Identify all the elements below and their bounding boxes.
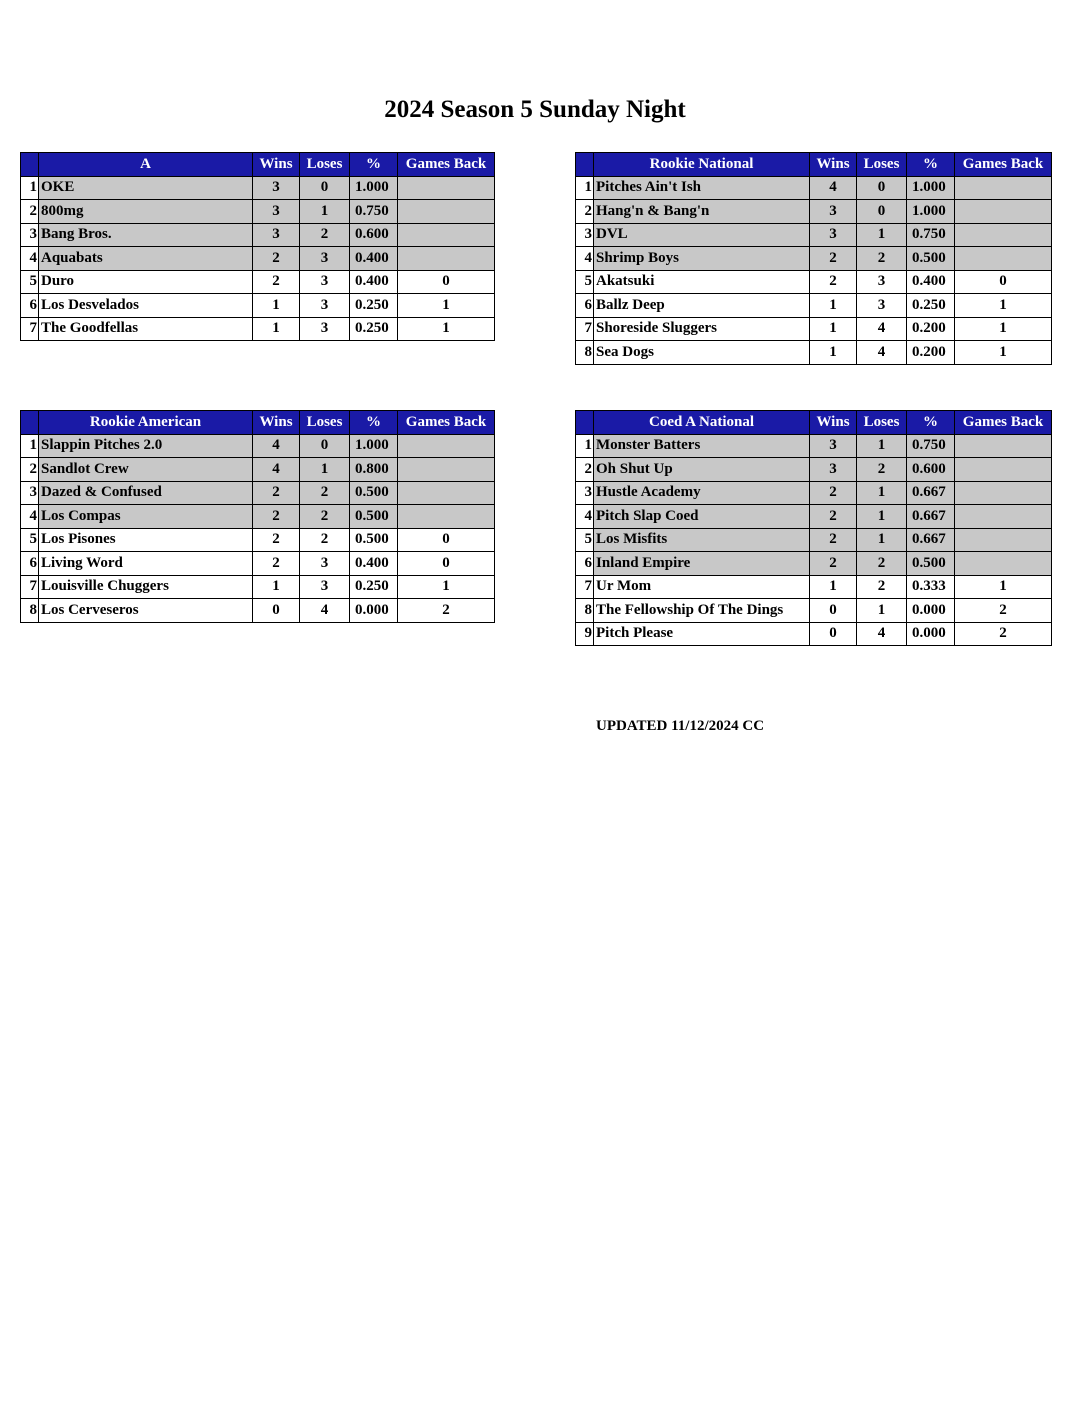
rank-cell: 2 (21, 458, 39, 482)
pct-cell: 0.400 (907, 270, 955, 294)
team-name-cell: Los Compas (39, 505, 253, 529)
pct-cell: 0.667 (907, 481, 955, 505)
rank-cell: 9 (576, 622, 594, 646)
rank-cell: 5 (21, 528, 39, 552)
rank-cell: 4 (576, 247, 594, 271)
pct-header: % (350, 153, 398, 177)
pct-cell: 0.400 (350, 552, 398, 576)
team-name-cell: Living Word (39, 552, 253, 576)
rank-cell: 7 (21, 317, 39, 341)
loses-cell: 2 (300, 481, 350, 505)
table-row (576, 176, 1052, 200)
games-back-cell (398, 481, 495, 505)
page-title: 2024 Season 5 Sunday Night (384, 96, 686, 123)
team-name-cell: Shrimp Boys (594, 247, 810, 271)
games-back-cell (955, 458, 1052, 482)
rank-cell: 5 (21, 270, 39, 294)
rank-cell: 8 (576, 599, 594, 623)
rank-cell: 1 (21, 176, 39, 200)
games-back-cell (398, 223, 495, 247)
wins-header: Wins (253, 153, 300, 177)
rank-cell: 2 (21, 200, 39, 224)
loses-cell: 1 (857, 599, 907, 623)
wins-cell: 2 (253, 552, 300, 576)
loses-cell: 1 (857, 481, 907, 505)
team-name-cell: Hang'n & Bang'n (594, 200, 810, 224)
rank-cell: 4 (21, 505, 39, 529)
header-row (21, 153, 495, 177)
table-row (576, 505, 1052, 529)
wins-cell: 3 (810, 200, 857, 224)
pct-cell: 0.750 (350, 200, 398, 224)
team-name-cell: Pitches Ain't Ish (594, 176, 810, 200)
pct-cell: 0.250 (907, 294, 955, 318)
rank-cell: 3 (576, 481, 594, 505)
header-row (21, 411, 495, 435)
pct-cell: 0.200 (907, 341, 955, 365)
team-name-cell: Los Desvelados (39, 294, 253, 318)
rank-cell: 6 (576, 294, 594, 318)
pct-cell: 0.333 (907, 575, 955, 599)
wins-cell: 2 (810, 528, 857, 552)
standings-table-rookie-american (20, 410, 495, 623)
games-back-cell: 1 (955, 341, 1052, 365)
standings-table-rookie-national (575, 152, 1052, 365)
games-back-cell: 2 (955, 599, 1052, 623)
pct-cell: 0.500 (350, 481, 398, 505)
loses-cell: 2 (857, 575, 907, 599)
games-back-header: Games Back (955, 153, 1052, 177)
wins-cell: 2 (810, 270, 857, 294)
rank-cell: 3 (21, 223, 39, 247)
team-name-cell: Pitch Please (594, 622, 810, 646)
loses-cell: 0 (300, 434, 350, 458)
table-row (576, 200, 1052, 224)
pct-cell: 0.000 (907, 622, 955, 646)
team-name-cell: OKE (39, 176, 253, 200)
games-back-cell (955, 481, 1052, 505)
loses-cell: 2 (857, 552, 907, 576)
table-row (576, 622, 1052, 646)
wins-cell: 1 (253, 317, 300, 341)
games-back-cell (398, 200, 495, 224)
table-row (576, 575, 1052, 599)
rank-cell: 7 (21, 575, 39, 599)
games-back-cell (955, 505, 1052, 529)
games-back-cell (955, 176, 1052, 200)
wins-header: Wins (810, 411, 857, 435)
pct-cell: 0.250 (350, 317, 398, 341)
wins-cell: 1 (810, 575, 857, 599)
pct-cell: 0.667 (907, 528, 955, 552)
loses-cell: 0 (300, 176, 350, 200)
loses-cell: 3 (300, 247, 350, 271)
pct-cell: 0.250 (350, 575, 398, 599)
team-name-cell: Shoreside Sluggers (594, 317, 810, 341)
loses-cell: 3 (857, 294, 907, 318)
wins-cell: 1 (253, 575, 300, 599)
pct-cell: 0.400 (350, 247, 398, 271)
team-name-cell: Ballz Deep (594, 294, 810, 318)
standings-table-a (20, 152, 495, 341)
loses-cell: 2 (300, 505, 350, 529)
games-back-cell (955, 223, 1052, 247)
division-header: Coed A National (594, 411, 810, 435)
loses-cell: 1 (857, 434, 907, 458)
team-name-cell: Dazed & Confused (39, 481, 253, 505)
team-name-cell: Inland Empire (594, 552, 810, 576)
table-row (576, 599, 1052, 623)
division-header: A (39, 153, 253, 177)
table-row (576, 528, 1052, 552)
table-row (21, 528, 495, 552)
team-name-cell: Akatsuki (594, 270, 810, 294)
division-header: Rookie National (594, 153, 810, 177)
rank-cell: 7 (576, 317, 594, 341)
division-header: Rookie American (39, 411, 253, 435)
pct-cell: 1.000 (907, 176, 955, 200)
rank-cell: 5 (576, 528, 594, 552)
loses-cell: 1 (300, 458, 350, 482)
games-back-header: Games Back (398, 153, 495, 177)
loses-cell: 4 (857, 622, 907, 646)
pct-cell: 0.400 (350, 270, 398, 294)
wins-cell: 0 (810, 599, 857, 623)
table-row (21, 317, 495, 341)
rank-cell: 3 (21, 481, 39, 505)
table-row (576, 247, 1052, 271)
table-row (576, 341, 1052, 365)
rank-cell: 7 (576, 575, 594, 599)
loses-header: Loses (857, 411, 907, 435)
table-row (576, 270, 1052, 294)
rank-cell: 6 (21, 294, 39, 318)
pct-header: % (907, 411, 955, 435)
rank-cell: 2 (576, 458, 594, 482)
table-row (21, 481, 495, 505)
wins-cell: 1 (810, 317, 857, 341)
rank-header (21, 153, 39, 177)
loses-cell: 2 (857, 458, 907, 482)
wins-cell: 2 (253, 528, 300, 552)
rank-cell: 3 (576, 223, 594, 247)
rank-header (21, 411, 39, 435)
loses-cell: 1 (300, 200, 350, 224)
table-row (21, 575, 495, 599)
wins-cell: 2 (253, 481, 300, 505)
wins-cell: 2 (810, 247, 857, 271)
games-back-cell: 0 (955, 270, 1052, 294)
games-back-cell: 2 (955, 622, 1052, 646)
pct-cell: 0.800 (350, 458, 398, 482)
updated-note: UPDATED 11/12/2024 CC (596, 718, 765, 734)
pct-header: % (907, 153, 955, 177)
team-name-cell: Los Pisones (39, 528, 253, 552)
games-back-cell (398, 176, 495, 200)
loses-cell: 3 (300, 294, 350, 318)
team-name-cell: Monster Batters (594, 434, 810, 458)
loses-cell: 3 (300, 317, 350, 341)
table-row (21, 434, 495, 458)
table-row (576, 458, 1052, 482)
games-back-cell: 1 (398, 575, 495, 599)
table-row (576, 552, 1052, 576)
team-name-cell: DVL (594, 223, 810, 247)
loses-cell: 4 (857, 341, 907, 365)
table-row (21, 505, 495, 529)
table-row (576, 223, 1052, 247)
rank-header (576, 153, 594, 177)
rank-cell: 4 (21, 247, 39, 271)
team-name-cell: Pitch Slap Coed (594, 505, 810, 529)
loses-cell: 1 (857, 528, 907, 552)
loses-cell: 3 (300, 270, 350, 294)
wins-cell: 2 (253, 505, 300, 529)
rank-cell: 8 (21, 599, 39, 623)
table-row (21, 247, 495, 271)
loses-header: Loses (300, 411, 350, 435)
games-back-cell: 1 (955, 294, 1052, 318)
rank-header (576, 411, 594, 435)
team-name-cell: Ur Mom (594, 575, 810, 599)
wins-cell: 0 (253, 599, 300, 623)
games-back-cell: 0 (398, 270, 495, 294)
team-name-cell: Sandlot Crew (39, 458, 253, 482)
wins-cell: 0 (810, 622, 857, 646)
wins-cell: 2 (810, 552, 857, 576)
games-back-cell (398, 505, 495, 529)
games-back-cell (955, 434, 1052, 458)
loses-cell: 1 (857, 505, 907, 529)
wins-cell: 3 (253, 176, 300, 200)
games-back-cell (955, 200, 1052, 224)
team-name-cell: Aquabats (39, 247, 253, 271)
wins-cell: 1 (253, 294, 300, 318)
rank-cell: 6 (576, 552, 594, 576)
loses-cell: 0 (857, 176, 907, 200)
wins-cell: 3 (253, 200, 300, 224)
table-row (21, 552, 495, 576)
games-back-cell: 1 (955, 317, 1052, 341)
loses-cell: 2 (300, 528, 350, 552)
wins-header: Wins (253, 411, 300, 435)
table-row (576, 434, 1052, 458)
loses-cell: 0 (857, 200, 907, 224)
loses-cell: 3 (300, 575, 350, 599)
table-row (21, 200, 495, 224)
games-back-cell: 2 (398, 599, 495, 623)
team-name-cell: Louisville Chuggers (39, 575, 253, 599)
pct-cell: 0.667 (907, 505, 955, 529)
loses-cell: 2 (857, 247, 907, 271)
wins-cell: 2 (810, 505, 857, 529)
team-name-cell: Sea Dogs (594, 341, 810, 365)
pct-cell: 0.500 (350, 528, 398, 552)
rank-cell: 1 (576, 434, 594, 458)
table-row (21, 458, 495, 482)
games-back-header: Games Back (955, 411, 1052, 435)
pct-cell: 1.000 (907, 200, 955, 224)
table-row (576, 317, 1052, 341)
loses-header: Loses (857, 153, 907, 177)
team-name-cell: Slappin Pitches 2.0 (39, 434, 253, 458)
team-name-cell: Los Misfits (594, 528, 810, 552)
games-back-cell (955, 552, 1052, 576)
pct-cell: 0.500 (350, 505, 398, 529)
games-back-cell (955, 528, 1052, 552)
games-back-cell (398, 247, 495, 271)
team-name-cell: Oh Shut Up (594, 458, 810, 482)
pct-cell: 0.750 (907, 223, 955, 247)
wins-cell: 3 (810, 223, 857, 247)
pct-cell: 0.000 (350, 599, 398, 623)
games-back-header: Games Back (398, 411, 495, 435)
pct-cell: 0.250 (350, 294, 398, 318)
wins-cell: 2 (810, 481, 857, 505)
table-row (21, 176, 495, 200)
wins-cell: 2 (253, 247, 300, 271)
wins-cell: 1 (810, 341, 857, 365)
header-row (576, 153, 1052, 177)
rank-cell: 1 (21, 434, 39, 458)
wins-cell: 3 (253, 223, 300, 247)
table-row (21, 223, 495, 247)
team-name-cell: The Fellowship Of The Dings (594, 599, 810, 623)
table-row (21, 270, 495, 294)
loses-cell: 3 (300, 552, 350, 576)
pct-cell: 0.750 (907, 434, 955, 458)
rank-cell: 2 (576, 200, 594, 224)
pct-cell: 0.600 (350, 223, 398, 247)
loses-cell: 1 (857, 223, 907, 247)
team-name-cell: The Goodfellas (39, 317, 253, 341)
table-row (21, 599, 495, 623)
wins-cell: 3 (810, 434, 857, 458)
wins-cell: 4 (253, 434, 300, 458)
wins-cell: 1 (810, 294, 857, 318)
rank-cell: 8 (576, 341, 594, 365)
games-back-cell (398, 458, 495, 482)
team-name-cell: Duro (39, 270, 253, 294)
rank-cell: 5 (576, 270, 594, 294)
pct-cell: 0.500 (907, 552, 955, 576)
loses-header: Loses (300, 153, 350, 177)
games-back-cell (955, 247, 1052, 271)
rank-cell: 6 (21, 552, 39, 576)
wins-cell: 3 (810, 458, 857, 482)
loses-cell: 4 (300, 599, 350, 623)
games-back-cell: 1 (398, 294, 495, 318)
games-back-cell (398, 434, 495, 458)
games-back-cell: 0 (398, 528, 495, 552)
games-back-cell: 1 (955, 575, 1052, 599)
team-name-cell: Hustle Academy (594, 481, 810, 505)
wins-header: Wins (810, 153, 857, 177)
wins-cell: 4 (253, 458, 300, 482)
rank-cell: 1 (576, 176, 594, 200)
wins-cell: 2 (253, 270, 300, 294)
table-row (21, 294, 495, 318)
games-back-cell: 0 (398, 552, 495, 576)
games-back-cell: 1 (398, 317, 495, 341)
pct-header: % (350, 411, 398, 435)
rank-cell: 4 (576, 505, 594, 529)
pct-cell: 1.000 (350, 176, 398, 200)
team-name-cell: Bang Bros. (39, 223, 253, 247)
pct-cell: 0.200 (907, 317, 955, 341)
pct-cell: 1.000 (350, 434, 398, 458)
wins-cell: 4 (810, 176, 857, 200)
loses-cell: 3 (857, 270, 907, 294)
team-name-cell: Los Cerveseros (39, 599, 253, 623)
pct-cell: 0.000 (907, 599, 955, 623)
pct-cell: 0.500 (907, 247, 955, 271)
pct-cell: 0.600 (907, 458, 955, 482)
loses-cell: 2 (300, 223, 350, 247)
standings-table-coed-a-national (575, 410, 1052, 646)
table-row (576, 294, 1052, 318)
header-row (576, 411, 1052, 435)
table-row (576, 481, 1052, 505)
team-name-cell: 800mg (39, 200, 253, 224)
loses-cell: 4 (857, 317, 907, 341)
